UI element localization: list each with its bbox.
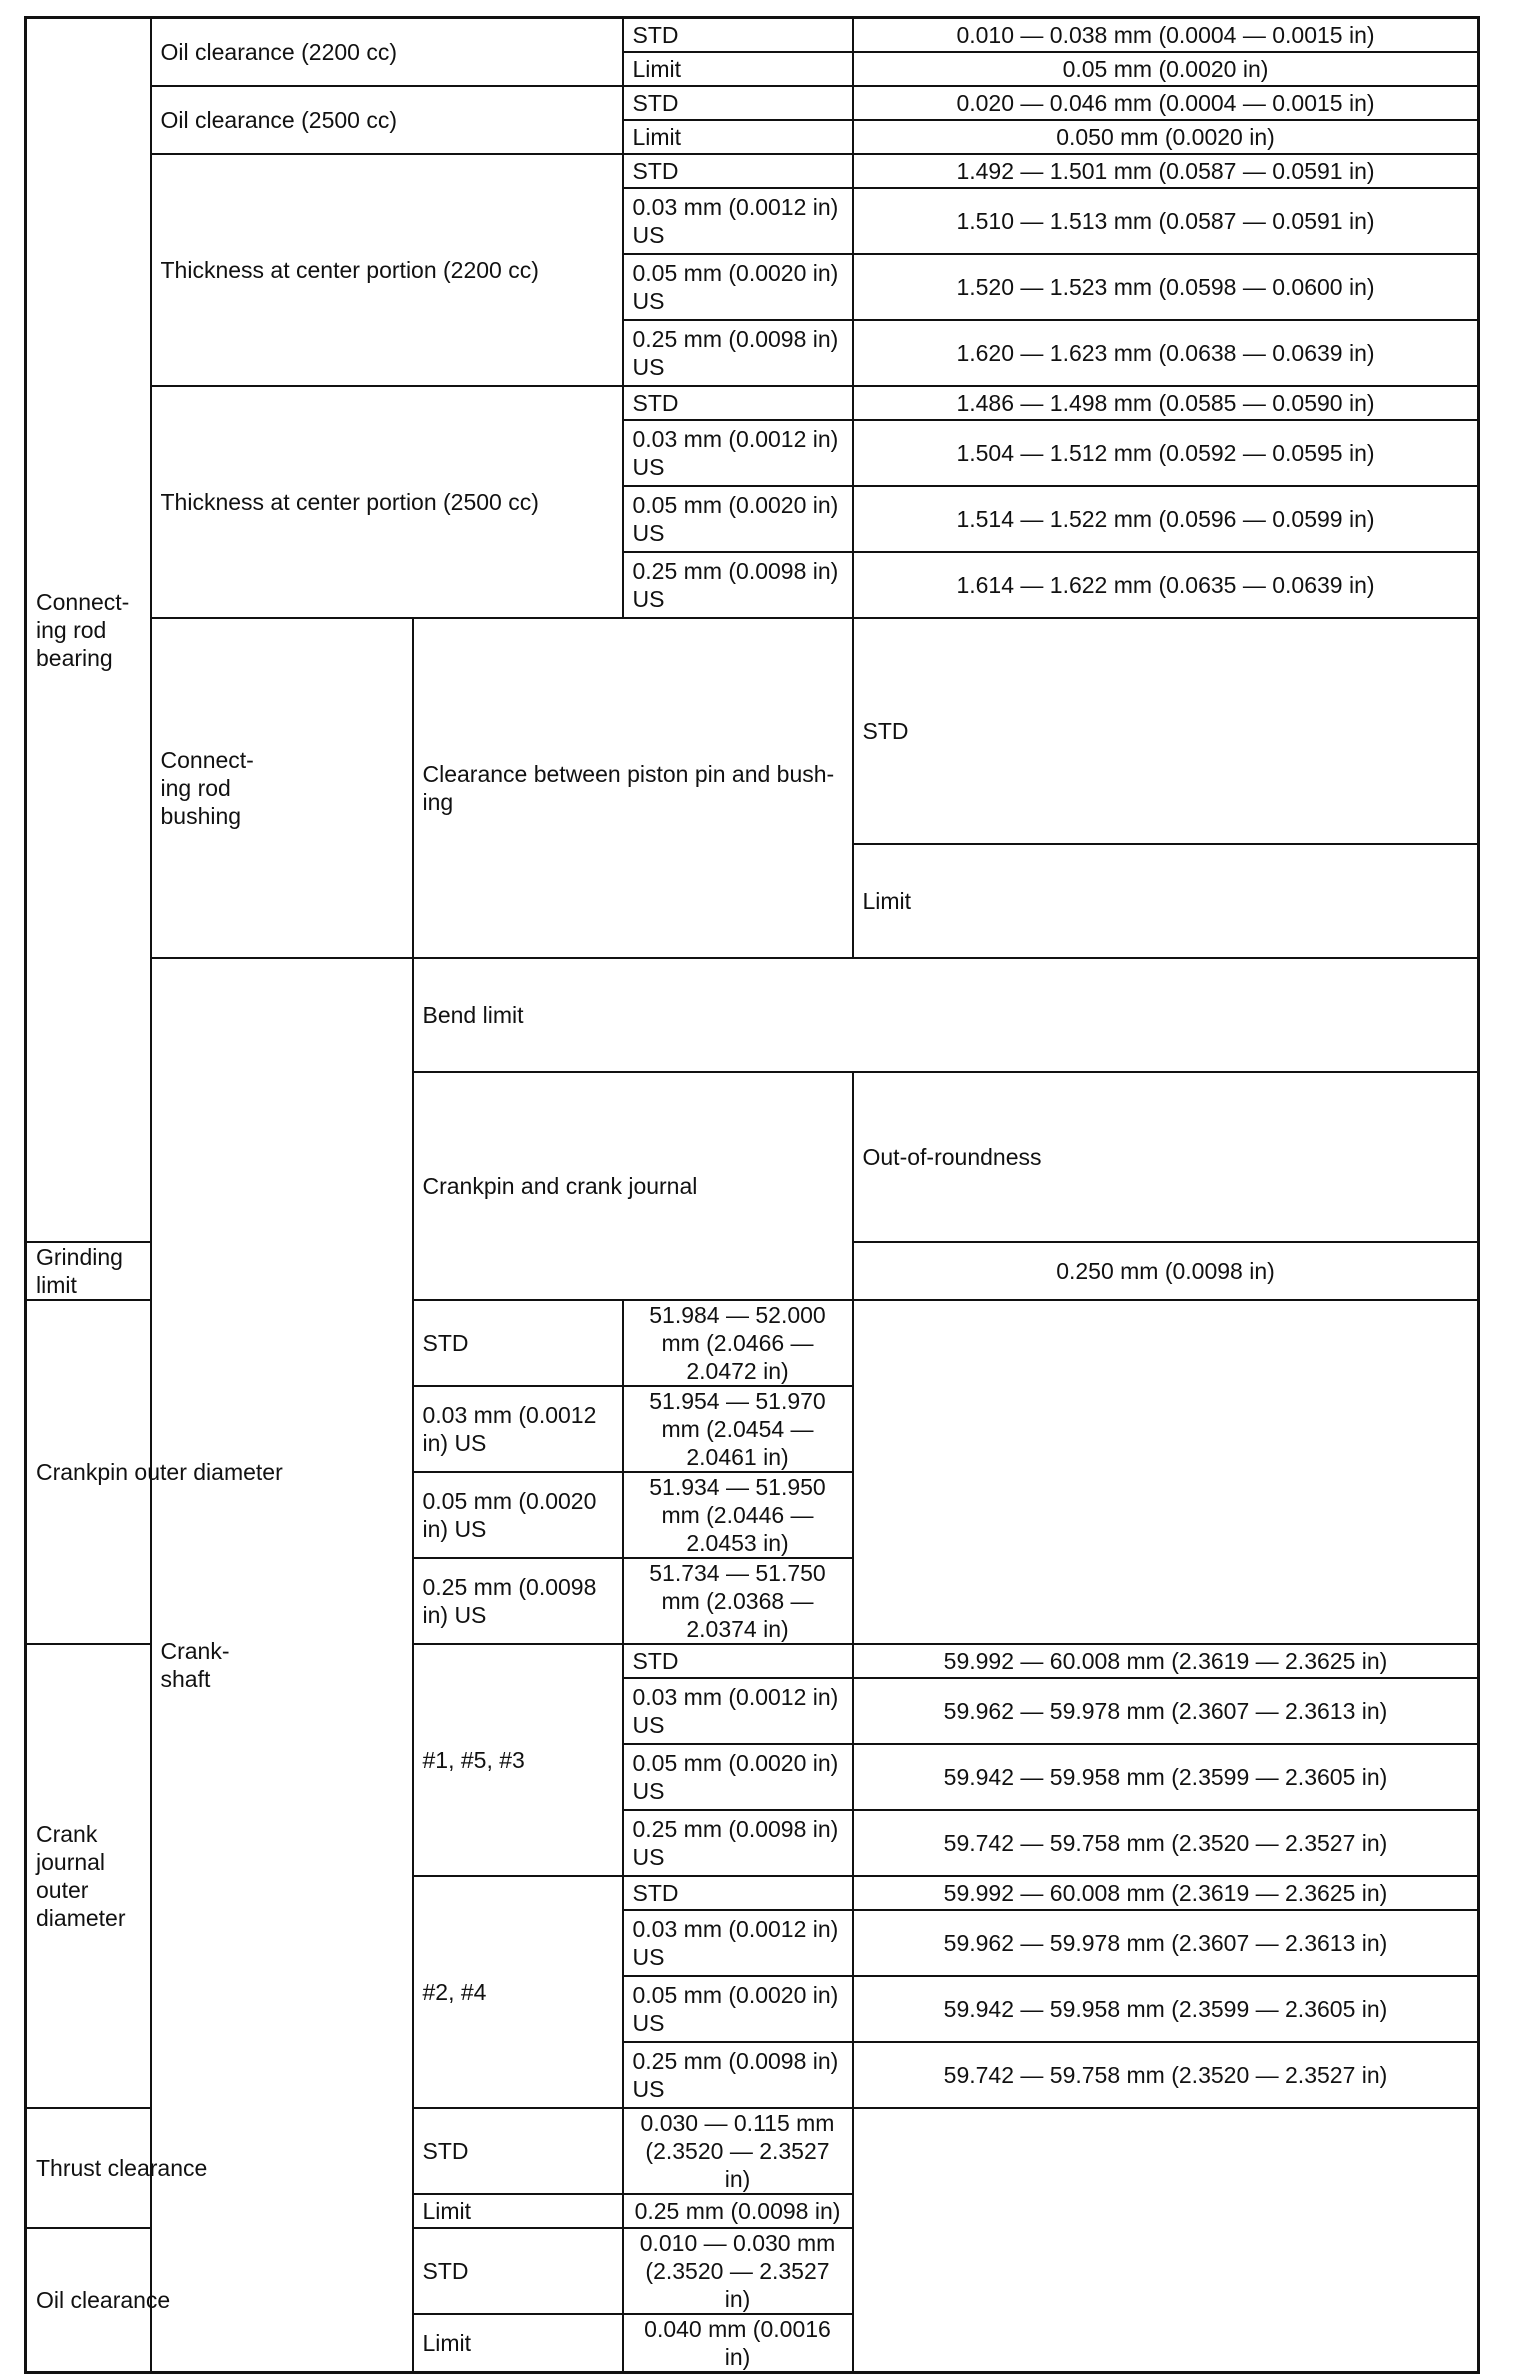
spec-value: 51.934 — 51.950 mm (2.0446 — 2.0453 in) bbox=[623, 1472, 853, 1558]
spec-value: 0.040 mm (0.0016 in) bbox=[623, 2314, 853, 2373]
spec-value: 0.010 — 0.038 mm (0.0004 — 0.0015 in) bbox=[853, 18, 1479, 52]
table-row bbox=[26, 2228, 1479, 2314]
spec-value: 0.020 — 0.046 mm (0.0004 — 0.0015 in) bbox=[853, 86, 1479, 120]
spec-value: 59.992 — 60.008 mm (2.3619 — 2.3625 in) bbox=[853, 1644, 1479, 1678]
table-row bbox=[26, 86, 1479, 120]
condition-label: 0.03 mm (0.0012 in) US bbox=[623, 188, 853, 254]
item-label: Crankpin outer diameter bbox=[26, 1300, 413, 1644]
condition-label: 0.05 mm (0.0020 in) US bbox=[623, 486, 853, 552]
condition-label: 0.03 mm (0.0012 in) US bbox=[623, 420, 853, 486]
condition-label: 0.05 mm (0.0020 in) US bbox=[623, 1976, 853, 2042]
spec-value: 59.942 — 59.958 mm (2.3599 — 2.3605 in) bbox=[853, 1976, 1479, 2042]
spec-value: 1.492 — 1.501 mm (0.0587 — 0.0591 in) bbox=[853, 154, 1479, 188]
condition-label: 0.05 mm (0.0020 in) US bbox=[623, 1744, 853, 1810]
item-label: Thickness at center portion (2200 cc) bbox=[151, 154, 623, 386]
condition-label: 0.03 mm (0.0012 in) US bbox=[623, 1678, 853, 1744]
condition-label: 0.25 mm (0.0098 in) US bbox=[623, 1810, 853, 1876]
spec-value: 1.620 — 1.623 mm (0.0638 — 0.0639 in) bbox=[853, 320, 1479, 386]
condition-label: 0.05 mm (0.0020 in) US bbox=[413, 1472, 623, 1558]
table-row bbox=[26, 618, 1479, 844]
spec-value: 59.992 — 60.008 mm (2.3619 — 2.3625 in) bbox=[853, 1876, 1479, 1910]
condition-label: Limit bbox=[623, 120, 853, 154]
item-label: Oil clearance (2200 cc) bbox=[151, 18, 623, 86]
journal-group-label: #1, #5, #3 bbox=[413, 1644, 623, 1876]
spec-value: 1.520 — 1.523 mm (0.0598 — 0.0600 in) bbox=[853, 254, 1479, 320]
condition-label: 0.03 mm (0.0012 in) US bbox=[413, 1386, 623, 1472]
table-row bbox=[26, 1300, 1479, 1386]
condition-label: Limit bbox=[853, 844, 1479, 958]
condition-label: Limit bbox=[413, 2314, 623, 2373]
table-row bbox=[26, 2108, 1479, 2194]
spec-value: 59.742 — 59.758 mm (2.3520 — 2.3527 in) bbox=[853, 2042, 1479, 2108]
spec-value: 51.984 — 52.000 mm (2.0466 — 2.0472 in) bbox=[623, 1300, 853, 1386]
spec-value: 59.962 — 59.978 mm (2.3607 — 2.3613 in) bbox=[853, 1910, 1479, 1976]
spec-value: 51.734 — 51.750 mm (2.0368 — 2.0374 in) bbox=[623, 1558, 853, 1644]
table-row bbox=[26, 386, 1479, 420]
condition-label: 0.03 mm (0.0012 in) US bbox=[623, 1910, 853, 1976]
spec-value: 1.514 — 1.522 mm (0.0596 — 0.0599 in) bbox=[853, 486, 1479, 552]
item-label: Oil clearance bbox=[26, 2228, 413, 2373]
condition-label: STD bbox=[413, 2108, 623, 2194]
condition-label: STD bbox=[623, 154, 853, 188]
table-row bbox=[26, 154, 1479, 188]
condition-label: 0.25 mm (0.0098 in) US bbox=[623, 2042, 853, 2108]
condition-label: 0.25 mm (0.0098 in) US bbox=[623, 552, 853, 618]
table-row bbox=[26, 18, 1479, 52]
spec-table bbox=[24, 16, 1480, 2374]
spec-value: 51.954 — 51.970 mm (2.0454 — 2.0461 in) bbox=[623, 1386, 853, 1472]
item-label: Clearance between piston pin and bush- ing bbox=[413, 618, 853, 958]
spec-value: 0.05 mm (0.0020 in) bbox=[853, 52, 1479, 86]
condition-label: STD bbox=[413, 1300, 623, 1386]
spec-value: 0.010 — 0.030 mm (2.3520 — 2.3527 in) bbox=[623, 2228, 853, 2314]
spec-value: 59.942 — 59.958 mm (2.3599 — 2.3605 in) bbox=[853, 1744, 1479, 1810]
item-label: Crankpin and crank journal bbox=[413, 1072, 853, 1300]
condition-label: STD bbox=[853, 618, 1479, 844]
item-label: Bend limit bbox=[413, 958, 1479, 1072]
condition-label: 0.25 mm (0.0098 in) US bbox=[413, 1558, 623, 1644]
section-label-rod-bearing: Connect- ing rod bearing bbox=[26, 18, 151, 1242]
spec-value: 0.050 mm (0.0020 in) bbox=[853, 120, 1479, 154]
spec-value: 1.614 — 1.622 mm (0.0635 — 0.0639 in) bbox=[853, 552, 1479, 618]
section-label-crankshaft: Crank- shaft bbox=[151, 958, 413, 2373]
spec-value: 59.962 — 59.978 mm (2.3607 — 2.3613 in) bbox=[853, 1678, 1479, 1744]
condition-label: STD bbox=[623, 18, 853, 52]
condition-label: Limit bbox=[413, 2194, 623, 2228]
condition-label: STD bbox=[623, 386, 853, 420]
spec-value: 0.25 mm (0.0098 in) bbox=[623, 2194, 853, 2228]
condition-label: STD bbox=[623, 1644, 853, 1678]
spec-value: 0.030 — 0.115 mm (2.3520 — 2.3527 in) bbox=[623, 2108, 853, 2194]
spec-value: 1.504 — 1.512 mm (0.0592 — 0.0595 in) bbox=[853, 420, 1479, 486]
spec-value: 0.250 mm (0.0098 in) bbox=[853, 1242, 1479, 1300]
condition-label: 0.05 mm (0.0020 in) US bbox=[623, 254, 853, 320]
spec-table-wrapper bbox=[24, 16, 1480, 2374]
condition-label: Out-of-roundness bbox=[853, 1072, 1479, 1242]
journal-group-label: #2, #4 bbox=[413, 1876, 623, 2108]
item-label: Thrust clearance bbox=[26, 2108, 413, 2228]
condition-label: STD bbox=[623, 86, 853, 120]
spec-value: 59.742 — 59.758 mm (2.3520 — 2.3527 in) bbox=[853, 1810, 1479, 1876]
table-row bbox=[26, 958, 1479, 1072]
condition-label: STD bbox=[413, 2228, 623, 2314]
item-label: Crank journal outer diameter bbox=[26, 1644, 151, 2108]
item-label: Thickness at center portion (2500 cc) bbox=[151, 386, 623, 618]
condition-label: 0.25 mm (0.0098 in) US bbox=[623, 320, 853, 386]
item-label: Oil clearance (2500 cc) bbox=[151, 86, 623, 154]
section-label-rod-bushing: Connect- ing rod bushing bbox=[151, 618, 413, 958]
spec-value: 1.510 — 1.513 mm (0.0587 — 0.0591 in) bbox=[853, 188, 1479, 254]
condition-label: Limit bbox=[623, 52, 853, 86]
condition-label: STD bbox=[623, 1876, 853, 1910]
spec-value: 1.486 — 1.498 mm (0.0585 — 0.0590 in) bbox=[853, 386, 1479, 420]
condition-label: Grinding limit bbox=[26, 1242, 151, 1300]
